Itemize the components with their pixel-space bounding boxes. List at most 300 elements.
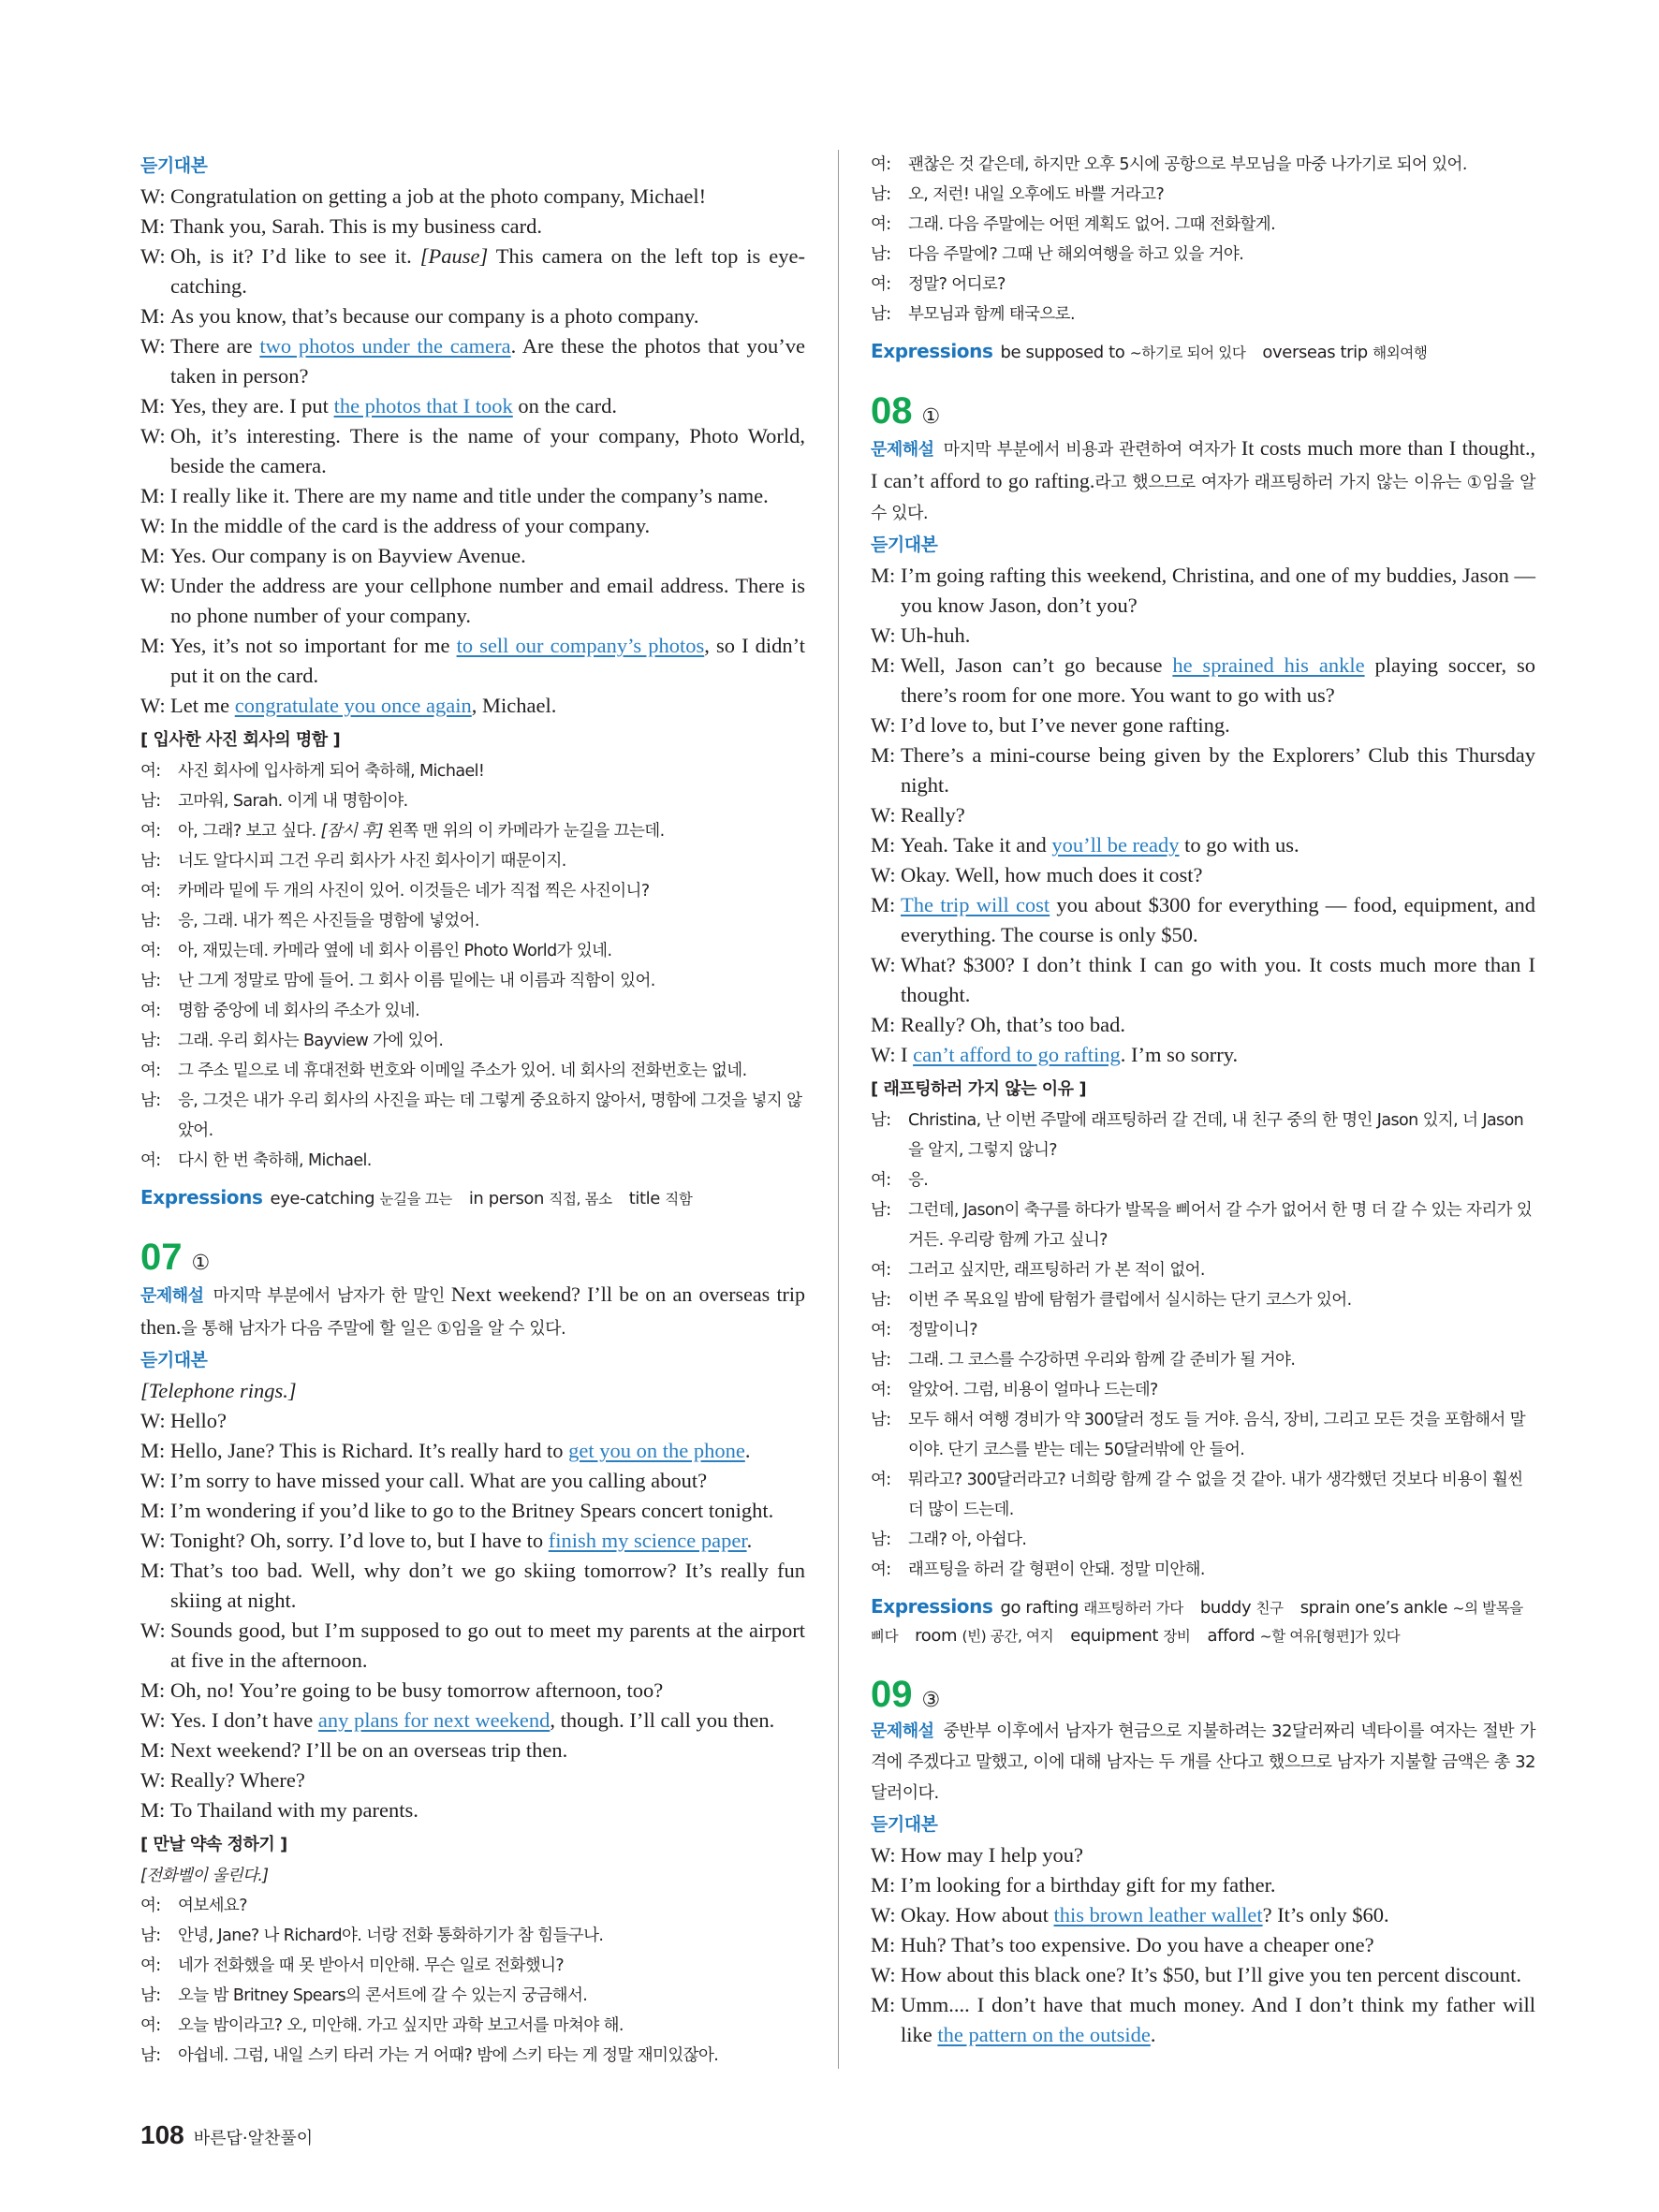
expression-item bbox=[1200, 1598, 1284, 1618]
dialog-line bbox=[140, 996, 805, 1026]
speaker-label: M: bbox=[140, 544, 166, 567]
expression-ko: ~할 여유[형편]가 있다 bbox=[1259, 1628, 1401, 1645]
dialog-line bbox=[140, 331, 805, 391]
speaker-label: W: bbox=[140, 514, 166, 537]
dialog-text: There’s a mini-course being given by the Explorers’ Club this Thursday night. bbox=[901, 743, 1535, 797]
dialog-text: Oh, no! You’re going to be busy tomorrow afternoon, too? bbox=[170, 1678, 664, 1702]
dialog-line bbox=[871, 830, 1535, 860]
dialog-line bbox=[140, 786, 805, 816]
speaker-label: M: bbox=[140, 304, 166, 328]
q07-number: 07 bbox=[140, 1237, 183, 1278]
dialog-line bbox=[871, 800, 1535, 830]
dialog-text: on the card. bbox=[512, 394, 618, 417]
dialog-line bbox=[871, 1990, 1535, 2050]
dialog-text: 부모님과 함께 태국으로. bbox=[908, 305, 1075, 324]
speaker-label: 남: bbox=[871, 1411, 891, 1429]
dialog-text: 왼쪽 맨 위의 이 카메라가 눈길을 끄는데. bbox=[382, 822, 665, 841]
expression-en: overseas trip bbox=[1262, 343, 1368, 362]
q06-script bbox=[140, 182, 805, 721]
q07-expl-en: Next weekend? I’ll be on an overseas trip then. bbox=[140, 1282, 805, 1339]
speaker-label: M: bbox=[871, 1013, 896, 1036]
speaker-label: M: bbox=[871, 1933, 896, 1956]
dialog-line bbox=[140, 1765, 805, 1795]
right-column bbox=[871, 150, 1535, 2050]
dialog-text: 그런데, Jason이 축구를 하다가 발목을 삐어서 갈 수가 없어서 한 명 더 갈 수 있는 자리가 있거든. 우리랑 함께 가고 싶니? bbox=[908, 1201, 1533, 1250]
dialog-text: . bbox=[744, 1439, 751, 1462]
expression-item bbox=[1000, 343, 1245, 362]
dialog-text: Yes, they are. I put bbox=[170, 394, 334, 417]
dialog-line bbox=[140, 212, 805, 242]
speaker-label: W: bbox=[871, 1963, 896, 1986]
dialog-text: 오늘 밤 Britney Spears의 콘서트에 갈 수 있는지 궁금해서. bbox=[178, 1986, 588, 2005]
key-phrase: get you on the phone bbox=[568, 1439, 745, 1462]
dialog-text: 알았어. 그럼, 비용이 얼마나 드는데? bbox=[908, 1381, 1158, 1399]
expression-en: title bbox=[628, 1189, 660, 1209]
speaker-label: W: bbox=[140, 244, 166, 268]
q08-explanation bbox=[871, 432, 1535, 529]
speaker-label: M: bbox=[871, 1873, 896, 1897]
dialog-text: 오, 저런! 내일 오후에도 바쁠 거라고? bbox=[908, 185, 1165, 204]
dialog-text: 그래? 아, 아쉽다. bbox=[908, 1531, 1027, 1549]
dialog-text: Umm.... I don’t have that much money. And I don’t think my father will like bbox=[901, 1993, 1535, 2046]
speaker-label: W: bbox=[140, 694, 166, 717]
expression-ko: 친구 bbox=[1255, 1600, 1284, 1617]
q07-stage-direction: [Telephone rings.] bbox=[140, 1379, 297, 1402]
expression-ko: ~의 발목을 삐다 bbox=[871, 1600, 1523, 1645]
speaker-label: 남: bbox=[871, 245, 891, 264]
expression-item bbox=[629, 1189, 693, 1209]
dialog-line bbox=[871, 1465, 1535, 1525]
speaker-label: 여: bbox=[871, 275, 891, 294]
speaker-label: 여: bbox=[140, 1002, 161, 1020]
dialog-text: I’m sorry to have missed your call. What are you calling about? bbox=[170, 1469, 708, 1492]
speaker-label: 여: bbox=[140, 1151, 161, 1170]
dialog-line bbox=[871, 1255, 1535, 1285]
dialog-text: 사진 회사에 입사하게 되어 축하해, Michael! bbox=[178, 762, 485, 781]
q08-number: 08 bbox=[871, 390, 913, 432]
speaker-label: W: bbox=[140, 1619, 166, 1642]
dialog-text: 안녕, Jane? 나 Richard야. 너랑 전화 통화하기가 참 힘들구나. bbox=[178, 1926, 604, 1945]
dialog-line bbox=[140, 966, 805, 996]
dialog-line bbox=[140, 1616, 805, 1676]
dialog-line bbox=[140, 846, 805, 876]
q07-expl-ko1: 마지막 부분에서 남자가 한 말인 bbox=[213, 1286, 445, 1306]
key-phrase: the photos that I took bbox=[333, 394, 513, 417]
dialog-line bbox=[871, 1405, 1535, 1465]
q09-explanation-tag: 문제해설 bbox=[871, 1721, 934, 1741]
dialog-text: Well, Jason can’t go because bbox=[901, 653, 1173, 677]
dialog-text: 아, 재밌는데. 카메라 옆에 네 회사 이름인 Photo World가 있네. bbox=[178, 942, 612, 960]
q08-explanation-tag: 문제해설 bbox=[871, 440, 934, 460]
dialog-text: 난 그게 정말로 맘에 들어. 그 회사 이름 밑에는 내 이름과 직함이 있어. bbox=[178, 972, 655, 990]
dialog-text: I’d love to, but I’ve never gone rafting. bbox=[901, 713, 1230, 737]
dialog-text: Hello? bbox=[170, 1409, 227, 1432]
dialog-line bbox=[140, 1406, 805, 1436]
dialog-text: In the middle of the card is the address of your company. bbox=[170, 514, 651, 537]
speaker-label: M: bbox=[871, 1993, 896, 2016]
speaker-label: W: bbox=[140, 424, 166, 447]
q07-expl-ko2: 을 통해 남자가 다음 주말에 할 일은 ①임을 알 수 있다. bbox=[181, 1319, 566, 1339]
dialog-line bbox=[871, 180, 1535, 210]
dialog-text: Thank you, Sarah. This is my business card. bbox=[170, 214, 543, 238]
expression-ko: ~하기로 되어 있다 bbox=[1129, 344, 1246, 361]
speaker-label: M: bbox=[140, 1738, 166, 1762]
dialog-line bbox=[140, 481, 805, 511]
dialog-line bbox=[871, 1375, 1535, 1405]
expression-item bbox=[1208, 1626, 1401, 1646]
dialog-text: . Are these the photos that you’ve taken in person? bbox=[170, 334, 805, 388]
dialog-line bbox=[140, 1676, 805, 1706]
dialog-text: Oh, is it? I’d like to see it. bbox=[170, 244, 420, 268]
q09-answer: ③ bbox=[921, 1689, 941, 1712]
dialog-line bbox=[140, 1526, 805, 1556]
dialog-line bbox=[871, 210, 1535, 240]
dialog-text: 이번 주 목요일 밤에 탐험가 클럽에서 실시하는 단기 코스가 있어. bbox=[908, 1291, 1352, 1310]
key-phrase: congratulate you once again bbox=[234, 694, 472, 717]
expression-en: equipment bbox=[1070, 1626, 1159, 1646]
q09-number: 09 bbox=[871, 1674, 913, 1715]
dialog-text: . bbox=[1150, 2023, 1156, 2046]
expression-en: in person bbox=[468, 1189, 545, 1209]
dialog-line bbox=[140, 182, 805, 212]
dialog-text: I’m wondering if you’d like to go to the Britney Spears concert tonight. bbox=[170, 1499, 774, 1522]
dialog-text: Oh, it’s interesting. There is the name of your company, Photo World, beside the camera. bbox=[170, 424, 805, 477]
dialog-line bbox=[871, 1285, 1535, 1315]
dialog-text: 정말? 어디로? bbox=[908, 275, 1006, 294]
dialog-line bbox=[140, 421, 805, 481]
speaker-label: 여: bbox=[140, 1897, 161, 1915]
expression-item bbox=[270, 1189, 451, 1209]
speaker-label: W: bbox=[140, 1529, 166, 1552]
dialog-line bbox=[140, 1706, 805, 1736]
expression-ko: 장비 bbox=[1163, 1628, 1191, 1645]
speaker-label: W: bbox=[871, 953, 896, 976]
speaker-label: M: bbox=[140, 634, 166, 657]
dialog-line bbox=[140, 691, 805, 721]
dialog-text: 다음 주말에? 그때 난 해외여행을 하고 있을 거야. bbox=[908, 245, 1244, 264]
dialog-text: 그 주소 밑으로 네 휴대전화 번호와 이메일 주소가 있어. 네 회사의 전화번호는 없네. bbox=[178, 1062, 747, 1080]
q08-expl-ko1: 마지막 부분에서 비용과 관련하여 여자가 bbox=[943, 440, 1236, 460]
key-phrase: to sell our company’s photos bbox=[456, 634, 705, 657]
dialog-text: to go with us. bbox=[1179, 833, 1299, 857]
dialog-text: 고마워, Sarah. 이게 내 명함이야. bbox=[178, 792, 408, 811]
dialog-line bbox=[140, 1056, 805, 1086]
dialog-text: Christina, 난 이번 주말에 래프팅하러 갈 건데, 내 친구 중의 한 명인 Jason 있지, 너 Jason을 알지, 그렇지 않니? bbox=[908, 1111, 1524, 1160]
dialog-line bbox=[871, 150, 1535, 180]
dialog-line bbox=[140, 2041, 805, 2071]
speaker-label: W: bbox=[871, 713, 896, 737]
q08-expressions bbox=[871, 1592, 1535, 1650]
dialog-line bbox=[871, 1900, 1535, 1930]
dialog-text: 아쉽네. 그럼, 내일 스키 타러 가는 거 어때? 밤에 스키 타는 게 정말 재미있잖아. bbox=[178, 2046, 719, 2065]
dialog-text: Let me bbox=[170, 694, 235, 717]
dialog-text: 모두 해서 여행 경비가 약 300달러 정도 들 거야. 음식, 장비, 그리고 모든 것을 포함해서 말이야. 단기 코스를 받는 데는 50달러밖에 안 들어. bbox=[908, 1411, 1525, 1459]
dialog-line bbox=[140, 816, 805, 846]
dialog-text: 괜찮은 것 같은데, 하지만 오후 5시에 공항으로 부모님을 마중 나가기로 되어 있어. bbox=[908, 155, 1467, 174]
dialog-text: I’m going rafting this weekend, Christina, and one of my buddies, Jason — you know Jason, don’t you? bbox=[901, 564, 1536, 617]
speaker-label: 남: bbox=[871, 1351, 891, 1370]
dialog-line bbox=[140, 1146, 805, 1176]
q07-header bbox=[140, 1236, 805, 1279]
speaker-label: 남: bbox=[871, 1201, 891, 1220]
key-phrase: the pattern on the outside bbox=[937, 2023, 1151, 2046]
dialog-line bbox=[871, 651, 1535, 710]
speaker-label: M: bbox=[140, 214, 166, 238]
dialog-text: Hello, Jane? This is Richard. It’s really hard to bbox=[170, 1439, 569, 1462]
page-number: 108 bbox=[140, 2120, 184, 2149]
speaker-label: 여: bbox=[871, 1171, 891, 1190]
expression-ko: 해외여행 bbox=[1373, 344, 1428, 361]
dialog-line bbox=[871, 1525, 1535, 1555]
dialog-text: 그래. 그 코스를 수강하면 우리와 함께 갈 준비가 될 거야. bbox=[908, 1351, 1296, 1370]
dialog-text: [Pause] bbox=[419, 244, 489, 268]
speaker-label: 남: bbox=[140, 912, 161, 930]
speaker-label: 남: bbox=[871, 185, 891, 204]
key-phrase: finish my science paper bbox=[548, 1529, 747, 1552]
dialog-text: [잠시 후] bbox=[320, 822, 383, 841]
speaker-label: W: bbox=[140, 1469, 166, 1492]
dialog-line bbox=[140, 1981, 805, 2011]
q08-expl-ko2: 라고 했으므로 여자가 래프팅하러 가지 않는 이유는 ①임을 알 수 있다. bbox=[871, 473, 1535, 523]
speaker-label: 남: bbox=[140, 1091, 161, 1110]
dialog-text: Huh? That’s too expensive. Do you have a cheaper one? bbox=[901, 1933, 1374, 1956]
q07-answer: ① bbox=[191, 1252, 211, 1275]
dialog-text: ? It’s only $60. bbox=[1262, 1903, 1389, 1926]
speaker-label: 여: bbox=[140, 822, 161, 841]
speaker-label: M: bbox=[140, 394, 166, 417]
q08-answer: ① bbox=[921, 405, 941, 429]
dialog-text: 여보세요? bbox=[178, 1897, 247, 1915]
dialog-text: 뭐라고? 300달러라고? 너희랑 함께 갈 수 없을 것 같아. 내가 생각했던 것보다 비용이 훨씬 더 많이 드는데. bbox=[908, 1471, 1523, 1519]
speaker-label: W: bbox=[871, 623, 896, 647]
dialog-line bbox=[140, 571, 805, 631]
dialog-text: 그래. 다음 주말에는 어떤 계획도 없어. 그때 전화할게. bbox=[908, 215, 1276, 234]
dialog-text: How about this black one? It’s $50, but I’ll give you ten percent discount. bbox=[901, 1963, 1521, 1986]
dialog-text: 그러고 싶지만, 래프팅하러 가 본 적이 없어. bbox=[908, 1261, 1205, 1280]
speaker-label: 여: bbox=[871, 1261, 891, 1280]
dialog-text: Really? Where? bbox=[170, 1768, 305, 1792]
dialog-line bbox=[140, 242, 805, 301]
dialog-text: Yeah. Take it and bbox=[901, 833, 1052, 857]
dialog-line bbox=[140, 1466, 805, 1496]
speaker-label: 여: bbox=[871, 1471, 891, 1489]
dialog-text: Really? bbox=[901, 803, 965, 827]
speaker-label: W: bbox=[871, 1903, 896, 1926]
dialog-line bbox=[140, 936, 805, 966]
expression-item bbox=[915, 1626, 1053, 1646]
speaker-label: W: bbox=[871, 1843, 896, 1867]
speaker-label: M: bbox=[871, 833, 896, 857]
dialog-line bbox=[871, 561, 1535, 621]
dialog-text: 래프팅을 하러 갈 형편이 안돼. 정말 미안해. bbox=[908, 1560, 1205, 1579]
q07-translation bbox=[140, 1891, 805, 2071]
dialog-text: I bbox=[901, 1043, 914, 1066]
page-footer bbox=[140, 2120, 313, 2150]
dialog-text: 카메라 밑에 두 개의 사진이 있어. 이것들은 네가 직접 찍은 사진이니? bbox=[178, 882, 650, 901]
expressions-label: Expressions bbox=[871, 1595, 993, 1618]
dialog-line bbox=[140, 391, 805, 421]
dialog-line bbox=[140, 631, 805, 691]
dialog-text: How may I help you? bbox=[901, 1843, 1083, 1867]
key-phrase: you’ll be ready bbox=[1051, 833, 1180, 857]
speaker-label: 여: bbox=[140, 942, 161, 960]
dialog-line bbox=[871, 1960, 1535, 1990]
expression-item bbox=[1000, 1598, 1182, 1618]
dialog-text: 응, 그래. 내가 찍은 사진들을 명함에 넣었어. bbox=[178, 912, 479, 930]
speaker-label: 여: bbox=[140, 762, 161, 781]
speaker-label: 남: bbox=[140, 1926, 161, 1945]
dialog-text: That’s too bad. Well, why don’t we go skiing tomorrow? It’s really fun skiing at night. bbox=[170, 1559, 805, 1612]
dialog-line bbox=[140, 1496, 805, 1526]
q07-script-label: 듣기대본 bbox=[140, 1350, 208, 1370]
dialog-text: 그래. 우리 회사는 Bayview 가에 있어. bbox=[178, 1032, 444, 1050]
dialog-text: . bbox=[746, 1529, 753, 1552]
dialog-line bbox=[140, 1736, 805, 1765]
dialog-line bbox=[871, 1870, 1535, 1900]
expression-ko: 눈길을 끄는 bbox=[379, 1191, 452, 1208]
speaker-label: 남: bbox=[871, 1291, 891, 1310]
dialog-text: Tonight? Oh, sorry. I’d love to, but I have to bbox=[170, 1529, 549, 1552]
speaker-label: 남: bbox=[871, 305, 891, 324]
dialog-text: To Thailand with my parents. bbox=[170, 1798, 418, 1822]
dialog-text: 다시 한 번 축하해, Michael. bbox=[178, 1151, 372, 1170]
speaker-label: W: bbox=[140, 1708, 166, 1732]
q09-script-label: 듣기대본 bbox=[871, 1814, 938, 1835]
expression-en: be supposed to bbox=[1000, 343, 1125, 362]
dialog-text: 응. bbox=[908, 1171, 929, 1190]
key-phrase: can’t afford to go rafting bbox=[913, 1043, 1121, 1066]
speaker-label: 남: bbox=[140, 2046, 161, 2065]
expression-en: afford bbox=[1207, 1626, 1255, 1646]
q08-header bbox=[871, 389, 1535, 432]
dialog-line bbox=[140, 1921, 805, 1951]
dialog-line bbox=[140, 756, 805, 786]
expression-ko: 직접, 몸소 bbox=[549, 1191, 612, 1208]
speaker-label: M: bbox=[140, 1798, 166, 1822]
dialog-line bbox=[871, 300, 1535, 330]
speaker-label: 여: bbox=[871, 1321, 891, 1340]
dialog-text: Next weekend? I’ll be on an overseas trip then. bbox=[170, 1738, 568, 1762]
q07-explanation bbox=[140, 1279, 805, 1344]
speaker-label: M: bbox=[140, 1559, 166, 1582]
dialog-line bbox=[140, 906, 805, 936]
speaker-label: W: bbox=[871, 1043, 896, 1066]
speaker-label: 남: bbox=[871, 1531, 891, 1549]
q06-expressions bbox=[140, 1183, 805, 1213]
speaker-label: 여: bbox=[871, 1381, 891, 1399]
expression-en: go rafting bbox=[1000, 1598, 1079, 1618]
dialog-line bbox=[871, 890, 1535, 950]
speaker-label: W: bbox=[140, 1409, 166, 1432]
dialog-line bbox=[871, 1840, 1535, 1870]
expression-en: room bbox=[915, 1626, 958, 1646]
q08-expl-en: It costs much more than I thought., I can’t afford to go rafting. bbox=[871, 436, 1535, 492]
dialog-line bbox=[140, 1086, 805, 1146]
dialog-text: Really? Oh, that’s too bad. bbox=[901, 1013, 1125, 1036]
dialog-line bbox=[871, 1345, 1535, 1375]
dialog-text: 아, 그래? 보고 싶다. bbox=[178, 822, 321, 841]
dialog-text: 응, 그것은 내가 우리 회사의 사진을 파는 데 그렇게 중요하지 않아서, 명함에 그것을 넣지 않았어. bbox=[178, 1091, 802, 1140]
expression-ko: (빈) 공간, 여지 bbox=[962, 1628, 1054, 1645]
q07-explanation-tag: 문제해설 bbox=[140, 1286, 204, 1306]
speaker-label: 남: bbox=[871, 1111, 891, 1130]
dialog-text: Yes, it’s not so important for me bbox=[170, 634, 457, 657]
speaker-label: 남: bbox=[140, 852, 161, 871]
left-column bbox=[140, 150, 805, 2071]
dialog-text: Okay. How about bbox=[901, 1903, 1054, 1926]
expressions-label: Expressions bbox=[871, 340, 993, 362]
q09-header bbox=[871, 1673, 1535, 1716]
speaker-label: 남: bbox=[140, 972, 161, 990]
q08-translation-title: [ 래프팅하러 가지 않는 이유 ] bbox=[871, 1079, 1087, 1099]
speaker-label: M: bbox=[140, 1439, 166, 1462]
speaker-label: M: bbox=[871, 893, 896, 916]
dialog-line bbox=[140, 511, 805, 541]
speaker-label: W: bbox=[871, 863, 896, 886]
dialog-line bbox=[140, 1891, 805, 1921]
dialog-text: 네가 전화했을 때 못 받아서 미안해. 무슨 일로 전화했니? bbox=[178, 1956, 565, 1975]
expression-en: sprain one’s ankle bbox=[1299, 1598, 1448, 1618]
dialog-line bbox=[871, 950, 1535, 1010]
q08-script-label: 듣기대본 bbox=[871, 535, 938, 555]
dialog-line bbox=[140, 301, 805, 331]
speaker-label: W: bbox=[871, 803, 896, 827]
dialog-text: What? $300? I don’t think I can go with you. It costs much more than I thought. bbox=[901, 953, 1535, 1006]
dialog-line bbox=[871, 740, 1535, 800]
book-title: 바른답·알찬풀이 bbox=[193, 2129, 314, 2148]
dialog-line bbox=[140, 2011, 805, 2041]
dialog-line bbox=[140, 1556, 805, 1616]
q07-stage-direction-ko: [전화벨이 울린다.] bbox=[140, 1867, 269, 1885]
dialog-text: . I’m so sorry. bbox=[1120, 1043, 1239, 1066]
dialog-line bbox=[871, 1930, 1535, 1960]
speaker-label: 여: bbox=[871, 155, 891, 174]
dialog-text: Sounds good, but I’m supposed to go out to meet my parents at the airport at five in the afternoon. bbox=[170, 1619, 805, 1672]
q06-translation-title: [ 입사한 사진 회사의 명함 ] bbox=[140, 730, 341, 750]
speaker-label: 남: bbox=[140, 1032, 161, 1050]
q08-script bbox=[871, 561, 1535, 1070]
dialog-text: 명함 중앙에 네 회사의 주소가 있네. bbox=[178, 1002, 420, 1020]
speaker-label: 여: bbox=[140, 1956, 161, 1975]
dialog-line bbox=[140, 1026, 805, 1056]
dialog-line bbox=[871, 1195, 1535, 1255]
dialog-text: As you know, that’s because our company is a photo company. bbox=[170, 304, 699, 328]
dialog-text: Yes. I don’t have bbox=[170, 1708, 318, 1732]
dialog-text: I really like it. There are my name and title under the company’s name. bbox=[170, 484, 769, 507]
key-phrase: any plans for next weekend bbox=[317, 1708, 551, 1732]
q09-script bbox=[871, 1840, 1535, 2050]
expression-item bbox=[1070, 1626, 1190, 1646]
speaker-label: W: bbox=[140, 184, 166, 208]
dialog-text: There are bbox=[170, 334, 260, 358]
q07-translation-cont bbox=[871, 150, 1535, 330]
q07-translation-title: [ 만날 약속 정하기 ] bbox=[140, 1835, 287, 1854]
expression-item bbox=[1262, 343, 1427, 362]
q07-expressions bbox=[871, 337, 1535, 367]
speaker-label: M: bbox=[871, 564, 896, 587]
dialog-text: 오늘 밤이라고? 오, 미안해. 가고 싶지만 과학 보고서를 마쳐야 해. bbox=[178, 2016, 624, 2035]
expression-ko: 직함 bbox=[665, 1191, 693, 1208]
dialog-line bbox=[871, 1315, 1535, 1345]
dialog-text: you about $300 for everything — food, equipment, and everything. The course is only $50. bbox=[901, 893, 1535, 946]
dialog-line bbox=[140, 1795, 805, 1825]
expression-en: eye-catching bbox=[270, 1189, 375, 1209]
dialog-text: , though. I’ll call you then. bbox=[550, 1708, 775, 1732]
q09-expl-text: 중반부 이후에서 남자가 현금으로 지불하려는 32달러짜리 넥타이를 여자는 절반 가격에 주겠다고 말했고, 이에 대해 남자는 두 개를 산다고 했으므로 남자가 지불할 금액은 총 32달러이다. bbox=[871, 1721, 1535, 1803]
key-phrase: he sprained his ankle bbox=[1172, 653, 1365, 677]
speaker-label: 여: bbox=[140, 882, 161, 901]
dialog-text: I’m looking for a birthday gift for my father. bbox=[901, 1873, 1276, 1897]
